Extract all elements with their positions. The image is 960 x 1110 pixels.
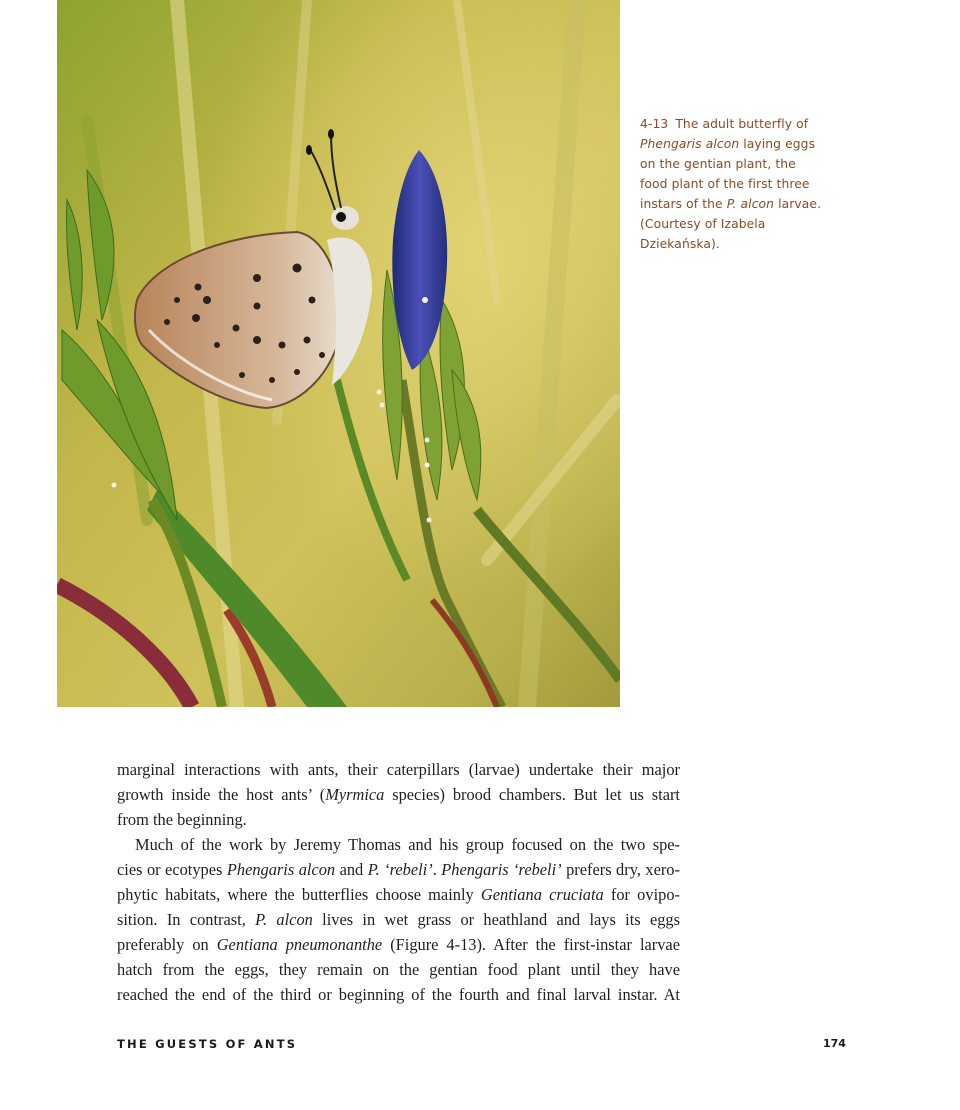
running-head: THE GUESTS OF ANTS <box>117 1037 298 1051</box>
caption-italic-text: P. alcon <box>726 197 775 211</box>
caption-line <box>640 114 840 134</box>
text-run: lives in wet grass or heathland and lays its eggs <box>312 910 680 929</box>
text-line <box>117 982 680 1007</box>
text-run: phytic habitats, where the butterflies choose mainly <box>117 885 481 904</box>
caption-line <box>640 194 840 214</box>
caption-text: laying eggs <box>739 137 816 151</box>
text-run: for ovipo- <box>603 885 680 904</box>
italic-term: P. ‘rebeli’ <box>367 860 433 879</box>
text-line <box>117 807 680 832</box>
text-run: species) brood chambers. But let us start <box>384 785 680 804</box>
caption-text: (Courtesy of Izabela <box>640 217 766 231</box>
text-run: preferably on <box>117 935 217 954</box>
italic-term: Phengaris ‘rebeli’ <box>441 860 562 879</box>
text-line <box>117 757 680 782</box>
text-run: . <box>432 860 442 879</box>
text-line <box>117 882 680 907</box>
caption-text: The adult butterfly of <box>675 117 809 131</box>
text-run: (Figure 4-13). After the first-instar larvae <box>382 935 680 954</box>
italic-term: Phengaris alcon <box>226 860 336 879</box>
text-run: sition. In contrast, <box>117 910 256 929</box>
caption-text: on the gentian plant, the <box>640 157 796 171</box>
text-line <box>117 932 680 957</box>
paragraph <box>117 832 680 1007</box>
text-run: from the beginning. <box>117 810 247 829</box>
figure-number: 4-13 <box>640 117 669 131</box>
caption-line <box>640 234 840 254</box>
caption-line <box>640 154 840 174</box>
text-run: and <box>335 860 368 879</box>
caption-text: instars of the <box>640 197 727 211</box>
text-run: prefers dry, xero- <box>561 860 680 879</box>
body-text <box>117 757 680 1007</box>
text-run: reached the end of the third or beginning of the fourth and final larval instar. At <box>117 985 680 1004</box>
text-run: growth inside the host ants’ ( <box>117 785 326 804</box>
paragraph <box>117 757 680 832</box>
text-line <box>117 832 680 857</box>
italic-term: Myrmica <box>325 785 385 804</box>
text-run: hatch from the eggs, they remain on the gentian food plant until they have <box>117 960 680 979</box>
figure-caption <box>640 114 840 254</box>
text-line <box>117 907 680 932</box>
text-run: cies or ecotypes <box>117 860 227 879</box>
text-line <box>117 857 680 882</box>
caption-text: food plant of the first three <box>640 177 810 191</box>
caption-line <box>640 214 840 234</box>
italic-term: Gentiana pneumonanthe <box>216 935 383 954</box>
text-run: Much of the work by Jeremy Thomas and his group focused on the two spe- <box>135 835 680 854</box>
caption-text: Dziekańska). <box>640 237 720 251</box>
italic-term: Gentiana cruciata <box>480 885 604 904</box>
caption-line <box>640 174 840 194</box>
italic-term: P. alcon <box>255 910 313 929</box>
butterfly-photo <box>57 0 620 707</box>
text-run: marginal interactions with ants, their caterpillars (larvae) undertake their major <box>117 760 680 779</box>
caption-line <box>640 134 840 154</box>
text-line <box>117 957 680 982</box>
page-number: 174 <box>823 1037 846 1050</box>
text-line <box>117 782 680 807</box>
caption-text: larvae. <box>774 197 822 211</box>
caption-italic-text: Phengaris alcon <box>640 137 740 151</box>
